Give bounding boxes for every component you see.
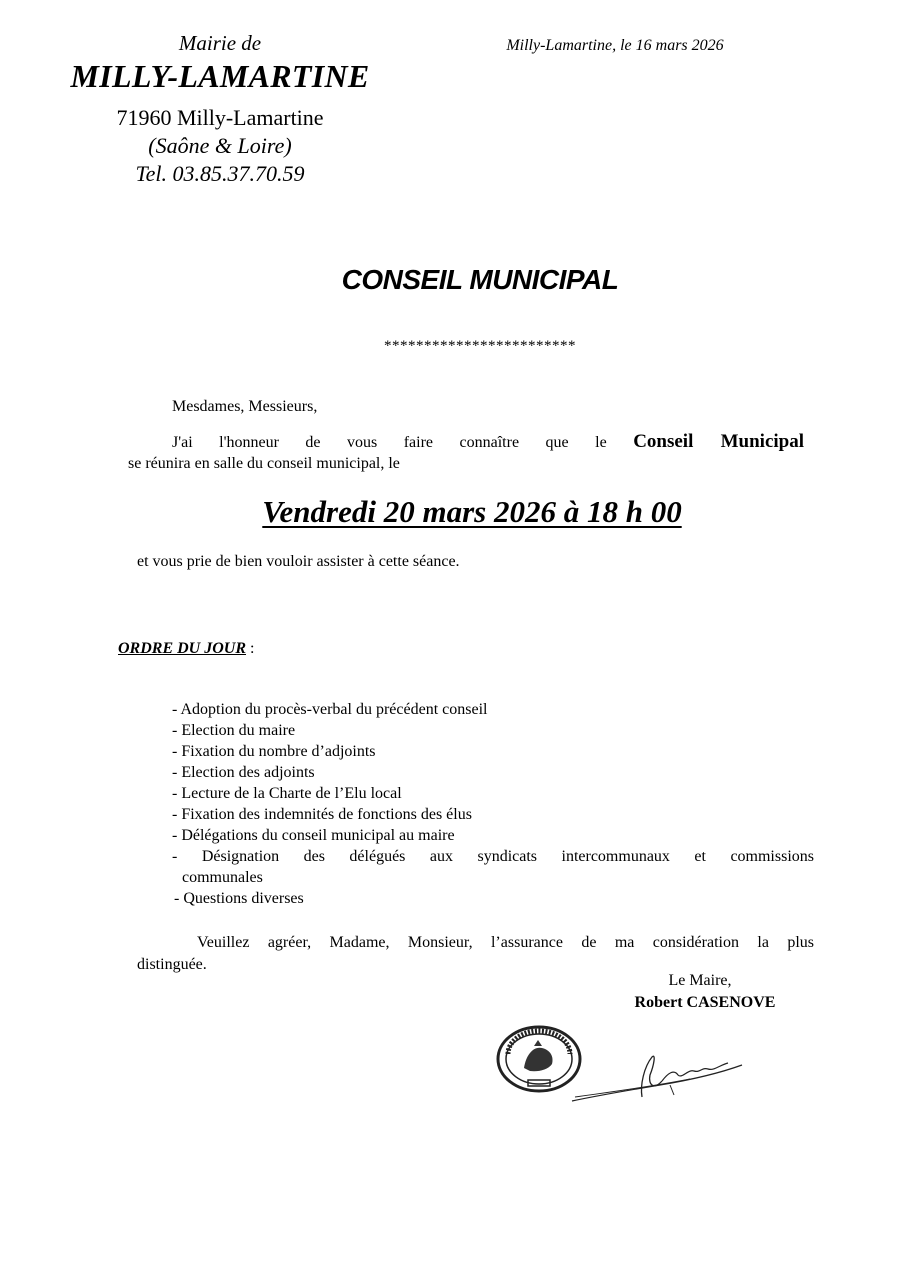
separator: ************************	[384, 338, 576, 354]
agenda-item: - Délégations du conseil municipal au maire	[172, 827, 455, 844]
agenda-item: - Fixation des indemnités de fonctions des élus	[172, 806, 472, 823]
agenda-item: - Questions diverses	[174, 890, 304, 907]
meeting-datetime-text: Vendredi 20 mars 2026 à 18 h 00	[262, 494, 682, 529]
intro-start: J'ai l'honneur de vous faire connaître que le	[172, 434, 607, 451]
agenda-item: - Election du maire	[172, 722, 296, 739]
signatory-name: Robert CASENOVE	[634, 994, 776, 1011]
agenda-item: - Election des adjoints	[172, 764, 315, 781]
agenda-list	[172, 699, 814, 909]
mairie-label: Mairie de	[178, 31, 262, 55]
salutation: Mesdames, Messieurs,	[172, 398, 318, 415]
closing-paragraph	[137, 932, 814, 976]
agenda-item-continuation: communales	[182, 869, 263, 886]
agenda-heading-suffix: :	[246, 640, 255, 657]
signatory-title: Le Maire,	[668, 972, 732, 989]
agenda-item: - Lecture de la Charte de l’Elu local	[172, 785, 402, 802]
agenda-item: - Adoption du procès-verbal du précédent conseil	[172, 701, 488, 718]
dateline: Milly-Lamartine, le 16 mars 2026	[506, 37, 724, 54]
agenda-item: - Désignation des délégués aux syndicats intercommunaux et commissions	[172, 848, 814, 865]
intro-bold: Conseil Municipal	[633, 431, 805, 452]
intro-paragraph	[128, 431, 804, 453]
closing-line-1: Veuillez agréer, Madame, Monsieur, l’assurance de ma considération la plus	[197, 934, 814, 951]
mayor-signature	[570, 1045, 745, 1105]
agenda-heading	[118, 640, 254, 658]
document-title: CONSEIL MUNICIPAL	[341, 264, 619, 295]
phone-number: Tel. 03.85.37.70.59	[135, 161, 305, 186]
department: (Saône & Loire)	[148, 133, 292, 158]
agenda-item: - Fixation du nombre d’adjoints	[172, 743, 376, 760]
closing-line-2: distinguée.	[137, 956, 207, 973]
intro-paragraph-end: se réunira en salle du conseil municipal, le	[128, 455, 400, 472]
agenda-heading-text: ORDRE DU JOUR	[118, 640, 247, 657]
attendance-request: et vous prie de bien vouloir assister à cette séance.	[137, 553, 460, 570]
commune-name: MILLY-LAMARTINE	[70, 58, 370, 94]
meeting-datetime	[150, 494, 794, 530]
postal-address: 71960 Milly-Lamartine	[116, 105, 324, 130]
